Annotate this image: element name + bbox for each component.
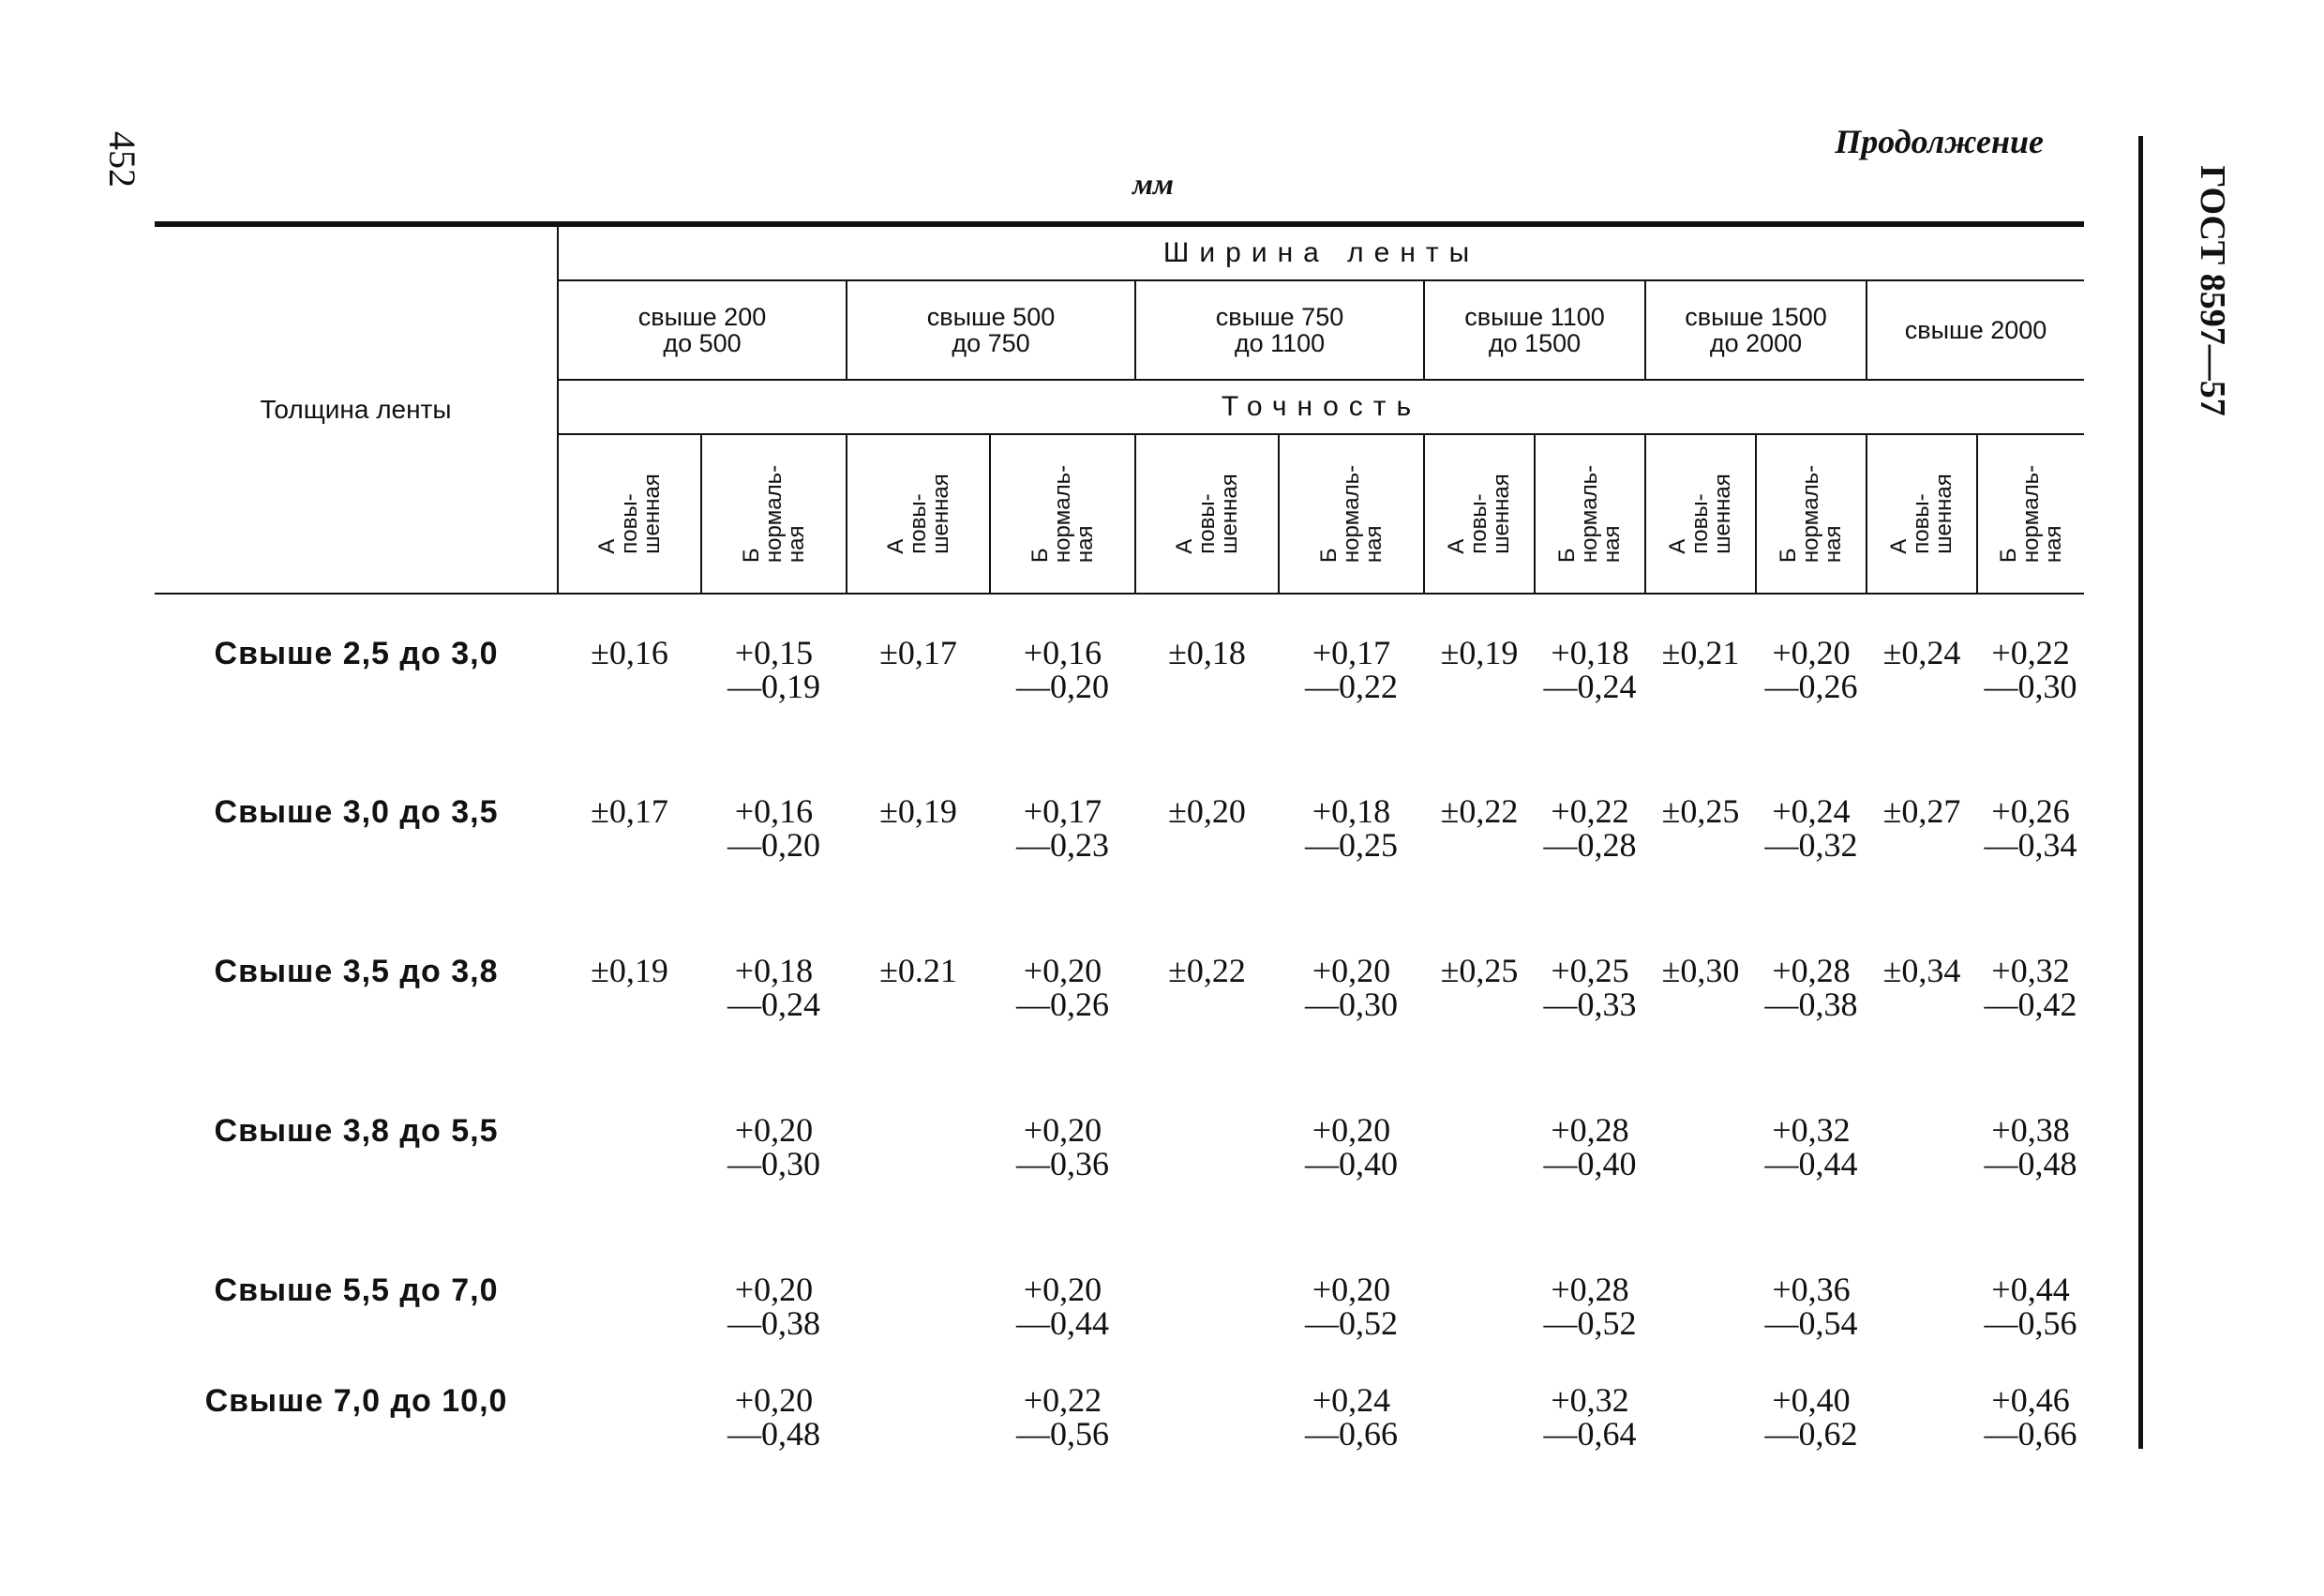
tolerance-a-cell: ±0,25	[1661, 792, 1740, 830]
tolerance-b-cell	[701, 753, 847, 912]
tolerance-b-cell	[1279, 753, 1424, 912]
accuracy-label-line: ная	[1072, 525, 1098, 564]
accuracy-b-header	[990, 434, 1135, 594]
accuracy-b-header	[1279, 434, 1424, 594]
table-row	[155, 1231, 2084, 1342]
tolerance-b-plus: +0,18	[1551, 634, 1629, 671]
tolerance-a-cell	[1135, 1342, 1279, 1464]
tolerance-b-minus: —0,36	[1016, 1145, 1109, 1182]
tolerance-b-plus: +0,32	[1772, 1111, 1851, 1149]
width-range-header	[1645, 280, 1867, 380]
tolerance-b-plus: +0,20	[734, 1271, 814, 1308]
gost-label: ГОСТ 8597—57	[2193, 165, 2232, 416]
tolerance-b-minus: —0,54	[1764, 1304, 1858, 1342]
thickness-range-label: Свыше 5,5 до 7,0	[214, 1272, 499, 1308]
tolerance-b-cell	[1535, 1342, 1645, 1464]
tolerance-b-plus: +0,22	[1023, 1381, 1102, 1419]
table-row	[155, 912, 2084, 1072]
tolerance-b-minus: —0,24	[727, 986, 820, 1023]
accuracy-label-line: повы-	[1687, 493, 1713, 554]
tolerance-b-cell	[1279, 1231, 1424, 1342]
tolerance-a-cell: ±0,20	[1168, 792, 1246, 830]
tolerance-b-plus: +0,20	[1312, 1271, 1391, 1308]
accuracy-label-line: А	[1886, 538, 1912, 554]
tolerance-b-minus: —0,56	[1016, 1415, 1109, 1453]
tolerance-b-minus: —0,38	[727, 1304, 820, 1342]
tolerance-b-minus: —0,30	[1984, 668, 2077, 705]
units-label: мм	[1132, 167, 1174, 201]
tolerance-a-cell: ±0,27	[1882, 792, 1961, 830]
thickness-range-label: Свыше 2,5 до 3,0	[214, 636, 499, 671]
accuracy-label-line: Б	[1027, 548, 1053, 564]
tolerance-b-cell	[1535, 753, 1645, 912]
tolerance-a-cell	[1424, 1231, 1535, 1342]
tolerance-a-cell: ±0,21	[1661, 634, 1740, 671]
thickness-range-label: Свыше 7,0 до 10,0	[204, 1383, 508, 1419]
tolerance-b-cell	[1977, 1231, 2084, 1342]
tolerance-b-cell	[1535, 912, 1645, 1072]
tolerance-b-cell	[990, 1072, 1135, 1231]
tolerance-b-minus: —0,48	[1984, 1145, 2077, 1182]
tolerance-a-cell	[1135, 1231, 1279, 1342]
tolerance-b-cell	[1535, 1072, 1645, 1231]
tolerance-a-cell: ±0,18	[1168, 634, 1246, 671]
width-range-from: свыше 500	[926, 302, 1056, 331]
accuracy-b-header	[1977, 434, 2084, 594]
tolerance-a-cell	[1424, 1342, 1535, 1464]
width-range-to: до 1100	[1234, 329, 1326, 357]
width-range-header	[1867, 280, 2084, 380]
tolerance-b-minus: —0,26	[1016, 986, 1109, 1023]
tolerance-b-minus: —0,19	[727, 668, 820, 705]
tolerance-b-minus: —0,44	[1016, 1304, 1109, 1342]
tolerance-b-cell	[701, 594, 847, 753]
accuracy-label-line: повы-	[1466, 493, 1492, 554]
accuracy-label-line: ная	[783, 525, 809, 564]
accuracy-label-line: А	[593, 538, 620, 554]
tolerance-b-plus: +0,16	[734, 792, 814, 830]
accuracy-b-header	[1756, 434, 1867, 594]
tolerance-b-cell	[1756, 1342, 1867, 1464]
tolerance-a-cell	[1645, 1231, 1756, 1342]
accuracy-label-line: нормаль-	[1338, 464, 1364, 564]
tolerance-b-plus: +0,46	[1991, 1381, 2070, 1419]
width-range-from: свыше 1100	[1464, 302, 1605, 331]
tolerance-b-cell	[1977, 753, 2084, 912]
table-header	[155, 224, 2084, 594]
tolerance-b-plus: +0,40	[1772, 1381, 1851, 1419]
tolerance-b-cell	[1977, 912, 2084, 1072]
tolerance-b-plus: +0,15	[734, 634, 814, 671]
accuracy-header: Точность	[558, 380, 2084, 434]
accuracy-b-header	[701, 434, 847, 594]
accuracy-label-line: шенная	[1931, 474, 1957, 554]
page-number: 452	[101, 131, 143, 188]
tolerance-a-cell: ±0,19	[591, 952, 668, 989]
tolerance-a-cell: ±0.21	[879, 952, 957, 989]
tolerance-a-cell: ±0,22	[1168, 952, 1246, 989]
tolerance-b-minus: —0,25	[1305, 826, 1398, 864]
thickness-header: Толщина ленты	[155, 224, 558, 594]
tolerance-a-cell: ±0,16	[591, 634, 668, 671]
accuracy-label-line: Б	[738, 548, 764, 564]
accuracy-a-header	[847, 434, 990, 594]
width-range-from: свыше 200	[637, 302, 767, 331]
tolerance-b-plus: +0,20	[1023, 952, 1102, 989]
accuracy-label-line: Б	[1995, 548, 2021, 564]
accuracy-label-line: нормаль-	[1049, 464, 1075, 564]
tolerance-b-minus: —0,56	[1984, 1304, 2077, 1342]
tolerance-b-minus: —0,26	[1764, 668, 1858, 705]
tolerance-b-cell	[1756, 594, 1867, 753]
tolerance-b-plus: +0,28	[1551, 1111, 1629, 1149]
tolerance-a-cell: ±0,19	[1440, 634, 1519, 671]
width-range-from: свыше 750	[1215, 302, 1344, 331]
tolerance-a-cell	[1867, 1231, 1977, 1342]
tolerance-b-cell	[1977, 1342, 2084, 1464]
accuracy-label-line: шенная	[1710, 474, 1735, 554]
tolerance-a-cell	[558, 1231, 701, 1342]
accuracy-label-line: шенная	[927, 474, 953, 554]
continuation-label: Продолжение	[1835, 123, 2044, 160]
tolerance-b-cell	[1279, 912, 1424, 1072]
tolerance-b-plus: +0,32	[1991, 952, 2070, 989]
tolerance-a-cell: ±0,30	[1661, 952, 1740, 989]
tolerance-a-cell: ±0,24	[1882, 634, 1961, 671]
tolerance-b-plus: +0,20	[734, 1111, 814, 1149]
tolerance-b-cell	[701, 1231, 847, 1342]
tolerance-b-minus: —0,66	[1984, 1415, 2077, 1453]
tolerance-b-plus: +0,20	[1312, 952, 1391, 989]
accuracy-label-line: ная	[2040, 525, 2066, 564]
accuracy-label-line: шенная	[1489, 474, 1514, 554]
accuracy-a-header	[1867, 434, 1977, 594]
tolerance-b-minus: —0,48	[727, 1415, 820, 1453]
accuracy-label-line: повы-	[616, 493, 642, 554]
tolerance-b-minus: —0,32	[1764, 826, 1858, 864]
tolerance-b-cell	[1535, 594, 1645, 753]
accuracy-label-line: А	[1171, 538, 1197, 554]
tolerance-b-minus: —0,52	[1305, 1304, 1398, 1342]
tolerance-a-cell: ±0,19	[879, 792, 957, 830]
tolerance-a-cell	[1867, 1072, 1977, 1231]
width-range-to: до 750	[952, 329, 1030, 357]
tolerance-a-cell	[1645, 1342, 1756, 1464]
tolerance-a-cell	[558, 1342, 701, 1464]
tolerance-a-cell	[847, 1231, 990, 1342]
accuracy-b-header	[1535, 434, 1645, 594]
tolerance-b-plus: +0,20	[734, 1381, 814, 1419]
tolerance-b-cell	[990, 1231, 1135, 1342]
margin-rule	[2138, 136, 2143, 1449]
tolerance-a-cell	[847, 1072, 990, 1231]
tolerance-a-cell: ±0,34	[1882, 952, 1961, 989]
thickness-range-label: Свыше 3,8 до 5,5	[214, 1113, 499, 1149]
tolerance-b-plus: +0,18	[734, 952, 814, 989]
tolerance-b-minus: —0,38	[1764, 986, 1858, 1023]
tolerance-a-cell	[1867, 1342, 1977, 1464]
tolerance-b-minus: —0,44	[1764, 1145, 1858, 1182]
tolerance-b-plus: +0,18	[1312, 792, 1391, 830]
tolerance-a-cell: ±0,25	[1440, 952, 1519, 989]
tolerance-b-cell	[1535, 1231, 1645, 1342]
tolerance-b-cell	[1756, 753, 1867, 912]
table-row	[155, 1072, 2084, 1231]
accuracy-label-line: нормаль-	[1577, 464, 1602, 564]
table-row	[155, 594, 2084, 753]
accuracy-label-line: Б	[1315, 548, 1342, 564]
width-range-header	[1424, 280, 1645, 380]
tolerance-a-cell: ±0,17	[879, 634, 957, 671]
tolerance-b-plus: +0,28	[1772, 952, 1851, 989]
tolerance-b-minus: —0,28	[1543, 826, 1637, 864]
thickness-range-label: Свыше 3,0 до 3,5	[214, 794, 499, 830]
tolerance-b-plus: +0,36	[1772, 1271, 1851, 1308]
table-row	[155, 1342, 2084, 1464]
tolerance-b-cell	[1756, 1231, 1867, 1342]
accuracy-label-line: А	[882, 538, 908, 554]
tolerance-a-cell	[1135, 1072, 1279, 1231]
tolerance-b-cell	[1756, 912, 1867, 1072]
width-range-from: свыше 1500	[1685, 302, 1827, 331]
tolerance-a-cell	[847, 1342, 990, 1464]
tolerance-b-minus: —0,23	[1016, 826, 1109, 864]
tolerance-b-cell	[990, 912, 1135, 1072]
width-range-from: свыше 2000	[1904, 315, 2047, 344]
accuracy-label-line: шенная	[1216, 474, 1242, 554]
width-range-header	[1135, 280, 1424, 380]
accuracy-label-line: Б	[1554, 548, 1580, 564]
tolerance-a-cell	[558, 1072, 701, 1231]
table-row	[155, 753, 2084, 912]
tolerance-b-minus: —0,33	[1543, 986, 1637, 1023]
tolerance-b-minus: —0,40	[1305, 1145, 1398, 1182]
tolerance-b-plus: +0,26	[1991, 792, 2070, 830]
tolerance-b-plus: +0,24	[1312, 1381, 1391, 1419]
tolerance-b-cell	[990, 594, 1135, 753]
tolerance-b-cell	[701, 1072, 847, 1231]
tolerance-a-cell: ±0,22	[1440, 792, 1519, 830]
accuracy-label-line: нормаль-	[1798, 464, 1823, 564]
width-range-to: до 2000	[1709, 329, 1803, 357]
accuracy-label-line: шенная	[638, 474, 665, 554]
tolerance-b-cell	[990, 1342, 1135, 1464]
width-range-to: до 1500	[1488, 329, 1582, 357]
tolerance-b-cell	[990, 753, 1135, 912]
tolerance-b-plus: +0,22	[1551, 792, 1629, 830]
tolerance-b-minus: —0,52	[1543, 1304, 1637, 1342]
tolerance-b-minus: —0,30	[727, 1145, 820, 1182]
tolerance-b-plus: +0,17	[1023, 792, 1102, 830]
tolerance-b-minus: —0,64	[1543, 1415, 1637, 1453]
tolerance-b-plus: +0,44	[1991, 1271, 2070, 1308]
accuracy-label-line: ная	[1599, 525, 1625, 564]
tolerance-b-minus: —0,22	[1305, 668, 1398, 705]
tolerance-b-minus: —0,66	[1305, 1415, 1398, 1453]
tolerance-a-cell	[1645, 1072, 1756, 1231]
accuracy-label-line: повы-	[1909, 493, 1934, 554]
tolerance-b-cell	[1279, 594, 1424, 753]
tolerance-b-minus: —0,62	[1764, 1415, 1858, 1453]
tolerance-b-cell	[1977, 594, 2084, 753]
table-body	[155, 594, 2084, 1464]
tolerance-b-plus: +0,28	[1551, 1271, 1629, 1308]
accuracy-a-header	[1645, 434, 1756, 594]
accuracy-label-line: повы-	[1193, 493, 1220, 554]
accuracy-label-line: А	[1444, 538, 1469, 554]
tolerance-b-plus: +0,38	[1991, 1111, 2070, 1149]
tolerance-b-plus: +0,16	[1023, 634, 1102, 671]
tolerance-b-plus: +0,20	[1312, 1111, 1391, 1149]
tolerance-b-plus: +0,32	[1551, 1381, 1629, 1419]
tolerance-b-cell	[701, 1342, 847, 1464]
accuracy-label-line: нормаль-	[760, 464, 787, 564]
accuracy-a-header	[1424, 434, 1535, 594]
tolerance-b-plus: +0,20	[1023, 1111, 1102, 1149]
tolerance-b-cell	[701, 912, 847, 1072]
tolerance-b-minus: —0,24	[1543, 668, 1637, 705]
tolerance-b-plus: +0,17	[1312, 634, 1391, 671]
accuracy-label-line: А	[1665, 538, 1690, 554]
tolerance-b-cell	[1279, 1072, 1424, 1231]
accuracy-label-line: нормаль-	[2017, 464, 2044, 564]
tolerance-b-plus: +0,22	[1991, 634, 2070, 671]
tolerance-b-cell	[1977, 1072, 2084, 1231]
tolerance-b-plus: +0,25	[1551, 952, 1629, 989]
tolerance-b-minus: —0,30	[1305, 986, 1398, 1023]
tolerance-b-cell	[1756, 1072, 1867, 1231]
accuracy-label-line: ная	[1360, 525, 1387, 564]
thickness-range-label: Свыше 3,5 до 3,8	[214, 954, 499, 989]
tolerance-a-cell: ±0,17	[591, 792, 668, 830]
tolerance-b-plus: +0,20	[1772, 634, 1851, 671]
accuracy-label-line: ная	[1821, 525, 1846, 564]
tolerance-b-minus: —0,42	[1984, 986, 2077, 1023]
tolerance-b-minus: —0,20	[1016, 668, 1109, 705]
accuracy-a-header	[558, 434, 701, 594]
accuracy-label-line: Б	[1776, 548, 1801, 564]
tolerance-b-cell	[1279, 1342, 1424, 1464]
tolerance-b-minus: —0,34	[1984, 826, 2077, 864]
tolerance-b-plus: +0,20	[1023, 1271, 1102, 1308]
width-header: Ширина ленты	[558, 224, 2084, 280]
width-range-header	[847, 280, 1135, 380]
tolerance-b-plus: +0,24	[1772, 792, 1851, 830]
accuracy-a-header	[1135, 434, 1279, 594]
tolerance-b-minus: —0,40	[1543, 1145, 1637, 1182]
tolerance-table	[155, 221, 2084, 1464]
width-range-header	[558, 280, 847, 380]
width-range-to: до 500	[663, 329, 742, 357]
tolerance-b-minus: —0,20	[727, 826, 820, 864]
accuracy-label-line: повы-	[905, 493, 931, 554]
tolerance-a-cell	[1424, 1072, 1535, 1231]
